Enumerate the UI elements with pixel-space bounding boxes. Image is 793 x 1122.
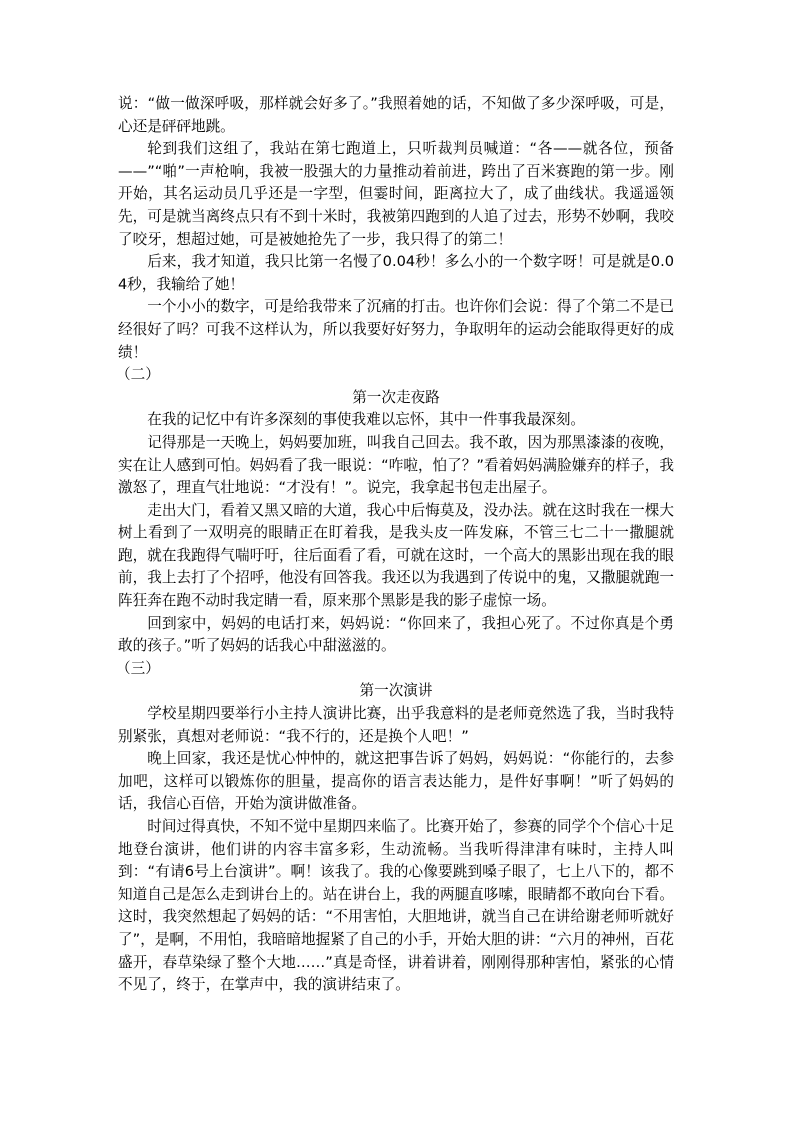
document-page — [118, 93, 674, 997]
paragraph: 时间过得真快，不知不觉中星期四来临了。比赛开始了，参赛的同学个个信心十足地登台演讲，他们讲的内容丰富多彩，生动流畅。当我听得津津有味时，主持人叫到：“有请6号上台演讲”。啊！该我了。我的心像要跳到嗓子眼了，七上八下的，都不知道自己是怎么走到讲台上的。站在讲台上，我的两腿直哆嗦，眼睛都不敢向台下看。这时，我突然想起了妈妈的话：“不用害怕，大胆地讲，就当自己在讲给谢老师听就好了”，是啊，不用怕，我暗暗地握紧了自己的小手，开始大胆的讲：“六月的神州，百花盛开，春草染绿了整个大地……”真是奇怪，讲着讲着，刚刚得那种害怕，紧张的心情不见了，终于，在掌声中，我的演讲结束了。 — [118, 818, 674, 994]
paragraph: 晚上回家，我还是忧心忡忡的，就这把事告诉了妈妈，妈妈说：“你能行的，去参加吧，这样可以锻炼你的胆量，提高你的语言表达能力，是件好事啊！”听了妈妈的话，我信心百倍，开始为演讲做准备。 — [118, 750, 674, 813]
paragraph: 后来，我才知道，我只比第一名慢了0.04秒！多么小的一个数字呀！可是就是0.04秒，我输给了她！ — [118, 253, 674, 293]
section-label: （二） — [116, 366, 160, 384]
paragraph: 在我的记忆中有许多深刻的事使我难以忘怀，其中一件事我最深刻。 — [147, 411, 586, 429]
paragraph: 回到家中，妈妈的电话打来，妈妈说：“你回来了，我担心死了。不过你真是个勇敢的孩子。”听了妈妈的话我心中甜滋滋的。 — [118, 614, 674, 655]
paragraph: 学校星期四要举行小主持人演讲比赛，出乎我意料的是老师竟然选了我，当时我特别紧张，真想对老师说：“我不行的，还是换个人吧！” — [118, 705, 674, 745]
paragraph: 一个小小的数字，可是给我带来了沉痛的打击。也许你们会说：得了个第二不是已经很好了吗？可我不这样认为，所以我要好好努力，争取明年的运动会能取得更好的成绩！ — [118, 298, 674, 361]
paragraph: 说：“做一做深呼吸，那样就会好多了。”我照着她的话，不知做了多少深呼吸，可是，心还是砰砰地跳。 — [118, 95, 674, 135]
paragraph: 记得那是一天晚上，妈妈要加班，叫我自己回去。我不敢，因为那黑漆漆的夜晚，实在让人感到可怕。妈妈看了我一眼说：“咋啦，怕了？”看着妈妈满脸嫌弃的样子，我激怒了，理直气壮地说：“才没有！”。说完，我拿起书包走出屋子。 — [118, 433, 674, 497]
section-title: 第一次演讲 — [359, 682, 433, 700]
section-title: 第一次走夜路 — [352, 388, 440, 406]
paragraph: 轮到我们这组了，我站在第七跑道上，只听裁判员喊道：“各——就各位，预备——”“啪”一声枪响，我被一股强大的力量推动着前进，跨出了百米赛跑的第一步。刚开始，其名运动员几乎还是一字型，但霎时间，距离拉大了，成了曲线状。我遥遥领先，可是就当离终点只有不到十米时，我被第四跑到的人追了过去，形势不妙啊，我咬了咬牙，想超过她，可是被她抢先了一步，我只得了的第二！ — [118, 140, 674, 248]
paragraph: 走出大门，看着又黑又暗的大道，我心中后悔莫及，没办法。就在这时我在一棵大树上看到了一双明亮的眼睛正在盯着我，是我头皮一阵发麻，不管三七二十一撒腿就跑，就在我跑得气喘吁吁，往后面看了看，可就在这时，一个高大的黑影出现在我的眼前，我上去打了个招呼，他没有回答我。我还以为我遇到了传说中的鬼，又撒腿就跑一阵狂奔在跑不动时我定睛一看，原来那个黑影是我的影子虚惊一场。 — [118, 501, 674, 610]
section-label: （三） — [116, 659, 160, 677]
